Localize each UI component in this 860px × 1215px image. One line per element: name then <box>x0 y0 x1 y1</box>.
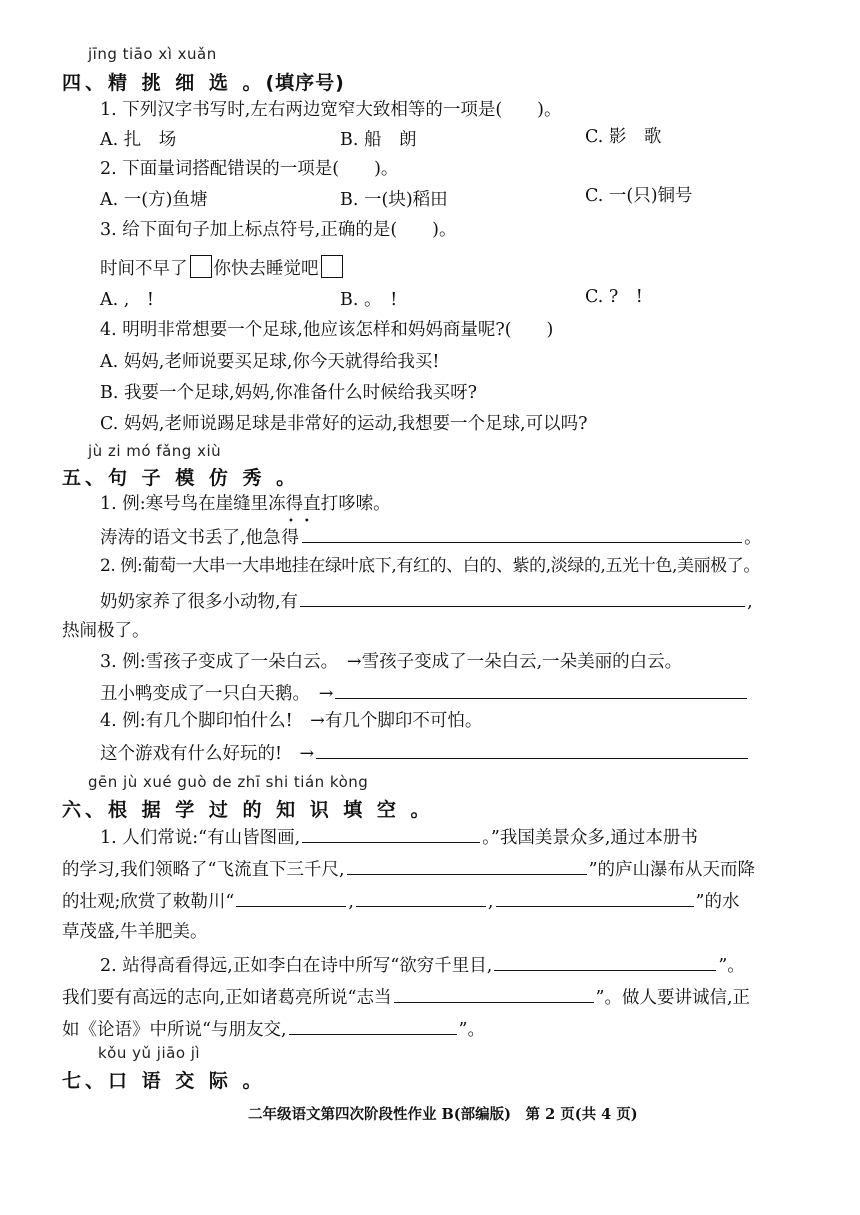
p1-l3-text-a: 的壮观;欣赏了敕勒川“ <box>62 892 235 912</box>
p2-blank-3[interactable] <box>289 1018 457 1035</box>
e4-prompt <box>100 742 750 765</box>
e3-prompt <box>100 682 749 705</box>
p1-blank-4[interactable] <box>356 890 486 907</box>
p1-l3-text-d: ”的水 <box>695 892 740 912</box>
q3-stem: 3. 给下面句子加上标点符号,正确的是( )。 <box>100 220 457 240</box>
e1-prompt-text: 涛涛的语文书丢了,他 <box>100 528 264 548</box>
q1-option-c: C. 影 歌 <box>585 127 662 147</box>
p1-line-4: 草茂盛,牛羊肥美。 <box>62 922 208 942</box>
p2-l3-text-b: ”。 <box>458 1020 485 1040</box>
q3-answer-box-2[interactable] <box>321 255 343 278</box>
e3-prompt-text: 丑小鸭变成了一只白天鹅。 → <box>100 684 334 704</box>
q2-option-c: C. 一(只)铜号 <box>585 186 693 206</box>
p1-blank-3[interactable] <box>236 890 346 907</box>
e2-example: 2. 例:葡萄一大串一大串地挂在绿叶底下,有红的、白的、紫的,淡绿的,五光十色,美丽极了。 <box>100 556 760 576</box>
p2-l1-text-a: 2. 站得高看得远,正如李白在诗中所写“欲穷千里目, <box>100 956 493 976</box>
e1-prompt <box>100 526 762 549</box>
p1-l2-text-b: ”的庐山瀑布从天而降 <box>588 860 756 880</box>
e2-answer-line[interactable] <box>300 590 745 607</box>
e3-example: 3. 例:雪孩子变成了一朵白云。 →雪孩子变成了一朵白云,一朵美丽的白云。 <box>100 652 683 672</box>
section-4-note: (填序号) <box>265 72 345 94</box>
p1-l3-comma-2: , <box>487 892 494 912</box>
p2-l2-text-b: ”。做人要讲诚信,正 <box>595 988 751 1008</box>
q1-option-b: B. 船 朗 <box>340 130 417 150</box>
q3-sentence <box>100 255 345 280</box>
p2-line-1 <box>100 954 745 977</box>
p2-line-3 <box>62 1018 485 1041</box>
page-footer: 二年级语文第四次阶段性作业 B(部编版) 第 2 页(共 4 页) <box>248 1106 638 1123</box>
q1-option-a: A. 扎 场 <box>100 130 177 150</box>
p1-line-1 <box>100 826 698 849</box>
p1-blank-2[interactable] <box>347 858 587 875</box>
p1-line-3 <box>62 890 739 913</box>
e1-prompt-dotted: 急得 <box>263 528 301 548</box>
p1-blank-1[interactable] <box>302 826 480 843</box>
section-5-title: 五、句 子 模 仿 秀 。 <box>62 467 300 489</box>
p2-l3-text-a: 如《论语》中所说“与朋友交, <box>62 1020 287 1040</box>
e4-prompt-text: 这个游戏有什么好玩的! → <box>100 744 315 764</box>
q4-stem: 4. 明明非常想要一个足球,他应该怎样和妈妈商量呢?( ) <box>100 320 554 340</box>
p1-line-2 <box>62 858 755 881</box>
q2-stem: 2. 下面量词搭配错误的一项是( )。 <box>100 159 399 179</box>
section-4-title <box>62 68 345 95</box>
e2-prompt <box>100 590 753 613</box>
section-7-pinyin: kǒu yǔ jiāo jì <box>98 1044 201 1062</box>
e4-answer-line[interactable] <box>316 742 748 759</box>
section-6-pinyin: gēn jù xué guò de zhī shi tián kòng <box>88 773 369 791</box>
q2-option-a: A. 一(方)鱼塘 <box>100 190 208 210</box>
section-7-title: 七、口 语 交 际 。 <box>62 1070 266 1092</box>
p2-blank-1[interactable] <box>494 954 716 971</box>
q3-option-a: A. , ! <box>100 290 154 310</box>
q3-option-c: C. ? ! <box>585 287 643 307</box>
q3-sentence-part1: 时间不早了 <box>100 259 188 279</box>
q4-option-b: B. 我要一个足球,妈妈,你准备什么时候给我买呀? <box>100 383 477 403</box>
p2-l1-text-b: ”。 <box>718 956 745 976</box>
p2-l2-text-a: 我们要有高远的志向,正如诸葛亮所说“志当 <box>62 988 392 1008</box>
e1-example: 1. 例:寒号鸟在崖缝里冻得直打哆嗦。 <box>100 494 391 514</box>
e2-prompt-text: 奶奶家养了很多小动物,有 <box>100 592 299 612</box>
q3-answer-box-1[interactable] <box>190 255 212 278</box>
section-4-pinyin: jīng tiāo xì xuǎn <box>88 45 217 63</box>
p1-blank-5[interactable] <box>496 890 694 907</box>
e3-answer-line[interactable] <box>335 682 747 699</box>
section-5-pinyin: jù zi mó fǎng xiù <box>88 442 222 460</box>
p1-l1-text-a: 1. 人们常说:“有山皆图画, <box>100 828 301 848</box>
e2-continuation: 热闹极了。 <box>62 621 150 641</box>
q3-option-b: B. 。 ! <box>340 290 398 310</box>
q1-stem: 1. 下列汉字书写时,左右两边宽窄大致相等的一项是( )。 <box>100 100 562 120</box>
section-6-title: 六、根 据 学 过 的 知 识 填 空 。 <box>62 799 434 821</box>
p1-l3-comma-1: , <box>348 892 354 912</box>
q3-sentence-part2: 你快去睡觉吧 <box>213 259 319 279</box>
p2-blank-2[interactable] <box>394 986 594 1003</box>
e1-answer-line[interactable] <box>302 526 742 543</box>
q2-option-b: B. 一(块)稻田 <box>340 190 448 210</box>
q4-option-c: C. 妈妈,老师说踢足球是非常好的运动,我想要一个足球,可以吗? <box>100 414 588 434</box>
e4-example: 4. 例:有几个脚印怕什么! →有几个脚印不可怕。 <box>100 711 483 731</box>
q4-option-a: A. 妈妈,老师说要买足球,你今天就得给我买! <box>100 352 440 372</box>
e2-end: , <box>747 592 753 612</box>
e1-end: 。 <box>744 528 762 548</box>
section-4-heading: 四、精 挑 细 选 。 <box>62 72 266 94</box>
p1-l1-text-b: 。”我国美景众多,通过本册书 <box>482 828 698 848</box>
p1-l2-text-a: 的学习,我们领略了“飞流直下三千尺, <box>62 860 345 880</box>
e1-emphasis-dots: •• <box>288 516 320 527</box>
p2-line-2 <box>62 986 750 1009</box>
